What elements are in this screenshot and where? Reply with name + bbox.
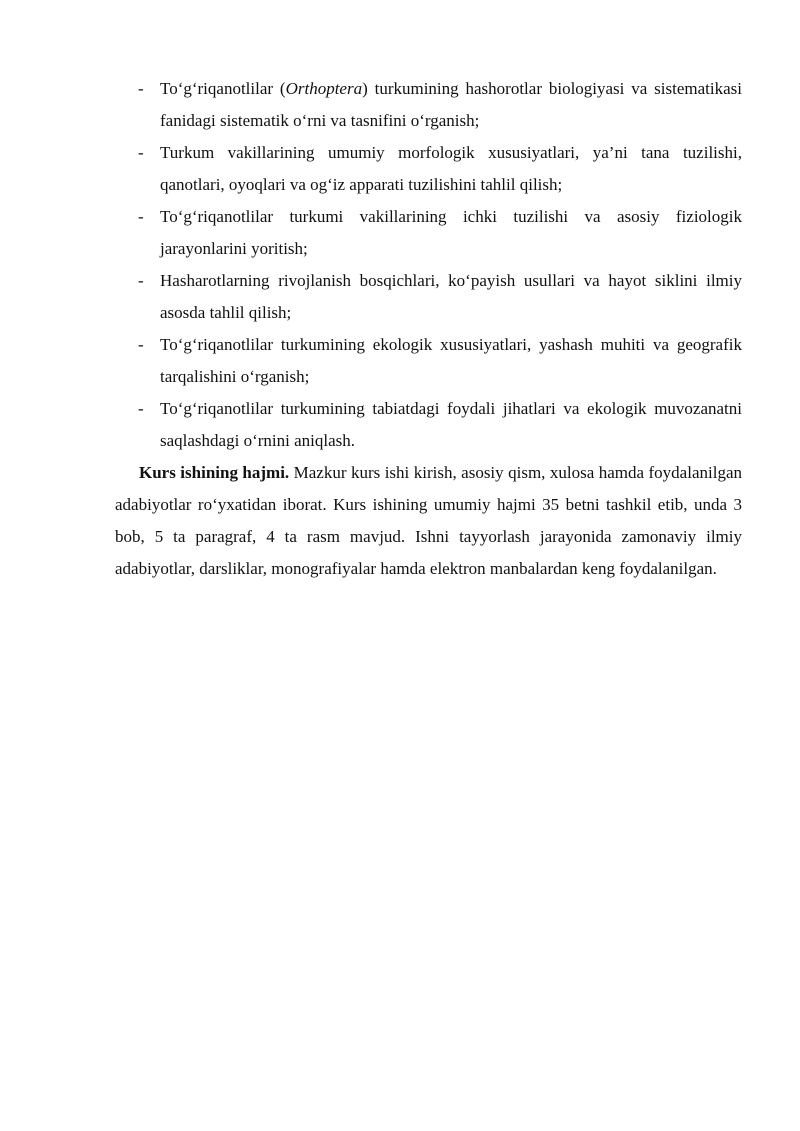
course-work-volume-paragraph	[115, 457, 742, 585]
objectives-list	[115, 73, 742, 457]
list-item	[115, 201, 742, 265]
page-content	[115, 73, 742, 585]
list-item-text: To‘g‘riqanotlilar turkumi vakillarining ichki tuzilishi va asosiy fiziologik jarayonlarini yoritish;	[160, 207, 742, 258]
list-dash: -	[138, 143, 144, 162]
list-item-text	[160, 73, 742, 137]
list-item-text: To‘g‘riqanotlilar turkumining ekologik xususiyatlari, yashash muhiti va geografik tarqalishini o‘rganish;	[160, 335, 742, 386]
list-dash: -	[138, 399, 144, 418]
list-item-text: Hasharotlarning rivojlanish bosqichlari, ko‘payish usullari va hayot siklini ilmiy asosda tahlil qilish;	[160, 271, 742, 322]
list-item	[115, 73, 742, 137]
list-item	[115, 137, 742, 201]
list-item-text-end: ) turkumining hashorotlar biologiyasi va sistematikasi fanidagi sistematik o‘rni va tasnifini o‘rganish;	[160, 79, 742, 130]
list-dash: -	[138, 79, 144, 98]
list-item	[115, 393, 742, 457]
taxon-name: Orthoptera	[285, 79, 363, 98]
paragraph-body: Mazkur kurs ishi kirish, asosiy qism, xulosa hamda foydalanilgan adabiyotlar ro‘yxatidan iborat. Kurs ishining umumiy hajmi 35 betni tashkil etib, unda 3 bob, 5 ta paragraf, 4 ta rasm mavjud. Ishni tayyorlash jarayonida zamonaviy ilmiy adabiyotlar, darsliklar, monografiyalar hamda elektron manbalardan keng foydalanilgan.	[115, 463, 742, 578]
paragraph-heading: Kurs ishining hajmi.	[139, 463, 290, 482]
list-item-text-start: To‘g‘riqanotlilar (	[160, 79, 286, 98]
list-item-text: To‘g‘riqanotlilar turkumining tabiatdagi foydali jihatlari va ekologik muvozanatni saqlashdagi o‘rnini aniqlash.	[160, 399, 742, 450]
list-item	[115, 329, 742, 393]
list-item	[115, 265, 742, 329]
list-item-text: Turkum vakillarining umumiy morfologik xususiyatlari, ya’ni tana tuzilishi, qanotlari, oyoqlari va og‘iz apparati tuzilishini tahlil qilish;	[160, 143, 742, 194]
list-dash: -	[138, 335, 144, 354]
list-dash: -	[138, 207, 144, 226]
list-dash: -	[138, 271, 144, 290]
